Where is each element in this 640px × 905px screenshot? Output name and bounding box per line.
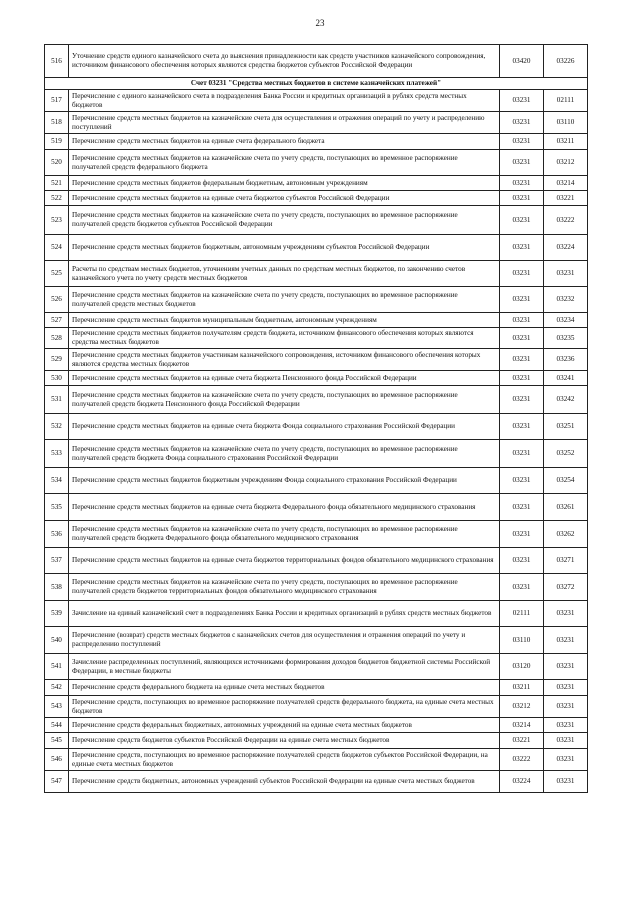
row-description: Перечисление средств местных бюджетов бюджетным учреждениям Фонда социального страхования Российской Федерации bbox=[69, 468, 500, 494]
table-row bbox=[45, 654, 588, 680]
credit-account: 03242 bbox=[544, 386, 588, 414]
table-row bbox=[45, 176, 588, 191]
debit-account: 03231 bbox=[500, 134, 544, 150]
accounts-table bbox=[44, 44, 588, 793]
credit-account: 03231 bbox=[544, 627, 588, 654]
table-row bbox=[45, 440, 588, 468]
debit-account: 03231 bbox=[500, 440, 544, 468]
debit-account: 03231 bbox=[500, 521, 544, 548]
table-row bbox=[45, 718, 588, 733]
row-number: 536 bbox=[45, 521, 69, 548]
debit-account: 03231 bbox=[500, 261, 544, 287]
table-row bbox=[45, 235, 588, 261]
debit-account: 03231 bbox=[500, 349, 544, 371]
row-description: Перечисление средств федерального бюджета на единые счета местных бюджетов bbox=[69, 680, 500, 696]
debit-account: 03231 bbox=[500, 90, 544, 112]
row-number: 524 bbox=[45, 235, 69, 261]
credit-account: 03222 bbox=[544, 206, 588, 235]
debit-account: 03222 bbox=[500, 749, 544, 771]
debit-account: 03231 bbox=[500, 414, 544, 440]
row-number: 523 bbox=[45, 206, 69, 235]
row-number: 537 bbox=[45, 548, 69, 574]
debit-account: 03231 bbox=[500, 574, 544, 601]
row-description: Перечисление средств местных бюджетов на единые счета бюджета Пенсионного фонда Российской Федерации bbox=[69, 371, 500, 386]
table-row bbox=[45, 771, 588, 793]
table-row bbox=[45, 328, 588, 349]
row-number: 526 bbox=[45, 287, 69, 313]
row-number: 545 bbox=[45, 733, 69, 749]
row-description: Перечисление средств местных бюджетов на единые счета бюджета Федерального фонда обязательного медицинского страхования bbox=[69, 494, 500, 521]
debit-account: 03231 bbox=[500, 313, 544, 328]
credit-account: 03231 bbox=[544, 261, 588, 287]
row-description: Перечисление средств местных бюджетов муниципальным бюджетным, автономным учреждениям bbox=[69, 313, 500, 328]
credit-account: 03261 bbox=[544, 494, 588, 521]
row-description: Перечисление средств местных бюджетов получателям средств бюджета, источником финансового обеспечения которых являются средства местных бюджетов bbox=[69, 328, 500, 349]
table-row bbox=[45, 521, 588, 548]
accounts-table-body bbox=[45, 45, 588, 793]
table-row bbox=[45, 206, 588, 235]
credit-account: 03231 bbox=[544, 654, 588, 680]
row-description: Перечисление средств местных бюджетов на казначейские счета по учету средств, поступающих во временное распоряжение получателей средств бюджета Федерального фонда обязательного медицинского страхования bbox=[69, 521, 500, 548]
credit-account: 03231 bbox=[544, 696, 588, 718]
credit-account: 03110 bbox=[544, 112, 588, 134]
row-number: 539 bbox=[45, 601, 69, 627]
credit-account: 03231 bbox=[544, 749, 588, 771]
credit-account: 03231 bbox=[544, 680, 588, 696]
row-number: 531 bbox=[45, 386, 69, 414]
table-row bbox=[45, 349, 588, 371]
row-description: Перечисление средств местных бюджетов на единые счета бюджетов территориальных фондов обязательного медицинского страхования bbox=[69, 548, 500, 574]
table-row bbox=[45, 191, 588, 206]
debit-account: 02111 bbox=[500, 601, 544, 627]
row-number: 529 bbox=[45, 349, 69, 371]
debit-account: 03224 bbox=[500, 771, 544, 793]
row-number: 540 bbox=[45, 627, 69, 654]
table-row bbox=[45, 371, 588, 386]
row-description: Перечисление средств местных бюджетов на казначейские счета для осуществления и отражения операций по учету и распределению поступлений bbox=[69, 112, 500, 134]
row-number: 528 bbox=[45, 328, 69, 349]
credit-account: 03231 bbox=[544, 718, 588, 733]
row-number: 544 bbox=[45, 718, 69, 733]
row-number: 519 bbox=[45, 134, 69, 150]
credit-account: 03232 bbox=[544, 287, 588, 313]
credit-account: 03226 bbox=[544, 45, 588, 78]
page-number: 23 bbox=[315, 18, 325, 28]
debit-account: 03231 bbox=[500, 191, 544, 206]
credit-account: 03254 bbox=[544, 468, 588, 494]
table-row bbox=[45, 287, 588, 313]
debit-account: 03231 bbox=[500, 112, 544, 134]
table-row bbox=[45, 601, 588, 627]
row-description: Перечисление средств, поступающих во временное распоряжение получателей средств бюджетов субъектов Российской Федерации, на единые счета местных бюджетов bbox=[69, 749, 500, 771]
debit-account: 03231 bbox=[500, 235, 544, 261]
table-row bbox=[45, 150, 588, 176]
table-row bbox=[45, 468, 588, 494]
table-row bbox=[45, 494, 588, 521]
credit-account: 03252 bbox=[544, 440, 588, 468]
credit-account: 02111 bbox=[544, 90, 588, 112]
row-number: 532 bbox=[45, 414, 69, 440]
row-number: 542 bbox=[45, 680, 69, 696]
row-description: Перечисление средств местных бюджетов на единые счета бюджета Фонда социального страхования Российской Федерации bbox=[69, 414, 500, 440]
table-row bbox=[45, 45, 588, 78]
table-row bbox=[45, 627, 588, 654]
credit-account: 03231 bbox=[544, 601, 588, 627]
debit-account: 03231 bbox=[500, 176, 544, 191]
credit-account: 03234 bbox=[544, 313, 588, 328]
credit-account: 03262 bbox=[544, 521, 588, 548]
table-row bbox=[45, 414, 588, 440]
row-description: Перечисление средств местных бюджетов бюджетным, автономным учреждениям субъектов Российской Федерации bbox=[69, 235, 500, 261]
row-description: Перечисление средств местных бюджетов на казначейские счета по учету средств, поступающих во временное распоряжение получателей средств бюджетов субъектов Российской Федерации bbox=[69, 206, 500, 235]
row-number: 527 bbox=[45, 313, 69, 328]
debit-account: 03231 bbox=[500, 371, 544, 386]
row-description: Перечисление средств местных бюджетов на казначейские счета по учету средств, поступающих во временное распоряжение получателей средств бюджетов территориальных фондов обязательного медицинского страхования bbox=[69, 574, 500, 601]
table-row bbox=[45, 90, 588, 112]
row-description: Перечисление средств местных бюджетов на казначейские счета по учету средств, поступающих во временное распоряжение получателей средств бюджета Фонда социального страхования Российской Федерации bbox=[69, 440, 500, 468]
row-number: 543 bbox=[45, 696, 69, 718]
table-row bbox=[45, 112, 588, 134]
credit-account: 03236 bbox=[544, 349, 588, 371]
table-row bbox=[45, 386, 588, 414]
debit-account: 03420 bbox=[500, 45, 544, 78]
debit-account: 03231 bbox=[500, 386, 544, 414]
row-description: Перечисление с единого казначейского счета в подразделения Банка России и кредитных организаций в рублях средств местных бюджетов bbox=[69, 90, 500, 112]
debit-account: 03120 bbox=[500, 654, 544, 680]
row-number: 538 bbox=[45, 574, 69, 601]
row-number: 520 bbox=[45, 150, 69, 176]
table-row bbox=[45, 733, 588, 749]
row-description: Зачисление на единый казначейский счет в подразделениях Банка России и кредитных организаций в рублях средств местных бюджетов bbox=[69, 601, 500, 627]
row-number: 547 bbox=[45, 771, 69, 793]
credit-account: 03224 bbox=[544, 235, 588, 261]
credit-account: 03212 bbox=[544, 150, 588, 176]
row-number: 525 bbox=[45, 261, 69, 287]
credit-account: 03251 bbox=[544, 414, 588, 440]
section-header-row bbox=[45, 78, 588, 90]
debit-account: 03221 bbox=[500, 733, 544, 749]
row-number: 521 bbox=[45, 176, 69, 191]
debit-account: 03231 bbox=[500, 494, 544, 521]
credit-account: 03221 bbox=[544, 191, 588, 206]
debit-account: 03212 bbox=[500, 696, 544, 718]
table-row bbox=[45, 749, 588, 771]
row-number: 522 bbox=[45, 191, 69, 206]
row-number: 530 bbox=[45, 371, 69, 386]
credit-account: 03214 bbox=[544, 176, 588, 191]
row-description: Зачисление распределенных поступлений, являющихся источниками формирования доходов бюджетов бюджетной системы Российской Федерации, в местные бюджеты bbox=[69, 654, 500, 680]
debit-account: 03231 bbox=[500, 150, 544, 176]
credit-account: 03235 bbox=[544, 328, 588, 349]
row-number: 516 bbox=[45, 45, 69, 78]
section-title: Счет 03231 "Средства местных бюджетов в системе казначейских платежей" bbox=[45, 78, 588, 90]
row-description: Перечисление средств бюджетных, автономных учреждений субъектов Российской Федерации на единые счета местных бюджетов bbox=[69, 771, 500, 793]
row-number: 535 bbox=[45, 494, 69, 521]
credit-account: 03272 bbox=[544, 574, 588, 601]
row-description: Перечисление средств местных бюджетов на единые счета бюджетов субъектов Российской Федерации bbox=[69, 191, 500, 206]
row-number: 534 bbox=[45, 468, 69, 494]
table-row bbox=[45, 313, 588, 328]
row-number: 517 bbox=[45, 90, 69, 112]
row-description: Перечисление средств бюджетов субъектов Российской Федерации на единые счета местных бюджетов bbox=[69, 733, 500, 749]
debit-account: 03231 bbox=[500, 206, 544, 235]
credit-account: 03211 bbox=[544, 134, 588, 150]
debit-account: 03214 bbox=[500, 718, 544, 733]
row-description: Перечисление средств местных бюджетов на казначейские счета по учету средств, поступающих во временное распоряжение получателей средств федерального бюджета bbox=[69, 150, 500, 176]
row-description: Перечисление средств местных бюджетов на единые счета федерального бюджета bbox=[69, 134, 500, 150]
row-number: 533 bbox=[45, 440, 69, 468]
debit-account: 03231 bbox=[500, 548, 544, 574]
row-description: Перечисление средств местных бюджетов участникам казначейского сопровождения, источником финансового обеспечения которых являются средства местных бюджетов bbox=[69, 349, 500, 371]
credit-account: 03231 bbox=[544, 733, 588, 749]
debit-account: 03231 bbox=[500, 328, 544, 349]
table-row bbox=[45, 261, 588, 287]
row-description: Перечисление средств, поступающих во временное распоряжение получателей средств федерального бюджета, на единые счета местных бюджетов bbox=[69, 696, 500, 718]
row-number: 541 bbox=[45, 654, 69, 680]
row-description: Перечисление средств федеральных бюджетных, автономных учреждений на единые счета местных бюджетов bbox=[69, 718, 500, 733]
table-row bbox=[45, 680, 588, 696]
debit-account: 03231 bbox=[500, 468, 544, 494]
row-description: Перечисление средств местных бюджетов на казначейские счета по учету средств, поступающих во временное распоряжение получателей средств местных бюджетов bbox=[69, 287, 500, 313]
credit-account: 03231 bbox=[544, 771, 588, 793]
row-number: 546 bbox=[45, 749, 69, 771]
table-row bbox=[45, 548, 588, 574]
row-description: Перечисление средств местных бюджетов на казначейские счета по учету средств, поступающих во временное распоряжение получателей средств бюджета Пенсионного фонда Российской Федерации bbox=[69, 386, 500, 414]
credit-account: 03241 bbox=[544, 371, 588, 386]
row-number: 518 bbox=[45, 112, 69, 134]
row-description: Уточнение средств единого казначейского счета до выяснения принадлежности как средств участников казначейского сопровождения, источником финансового обеспечения которых являются средства бюджетов субъектов Российской Федерации bbox=[69, 45, 500, 78]
debit-account: 03211 bbox=[500, 680, 544, 696]
table-row bbox=[45, 574, 588, 601]
credit-account: 03271 bbox=[544, 548, 588, 574]
table-row bbox=[45, 696, 588, 718]
table-row bbox=[45, 134, 588, 150]
debit-account: 03231 bbox=[500, 287, 544, 313]
debit-account: 03110 bbox=[500, 627, 544, 654]
row-description: Перечисление (возврат) средств местных бюджетов с казначейских счетов для осуществления и отражения операций по учету и распределению поступлений bbox=[69, 627, 500, 654]
row-description: Перечисление средств местных бюджетов федеральным бюджетным, автономным учреждениям bbox=[69, 176, 500, 191]
row-description: Расчеты по средствам местных бюджетов, уточнениям учетных данных по средствам местных бюджетов, по закончению счетов казначейского учета по учету средств местных бюджетов bbox=[69, 261, 500, 287]
